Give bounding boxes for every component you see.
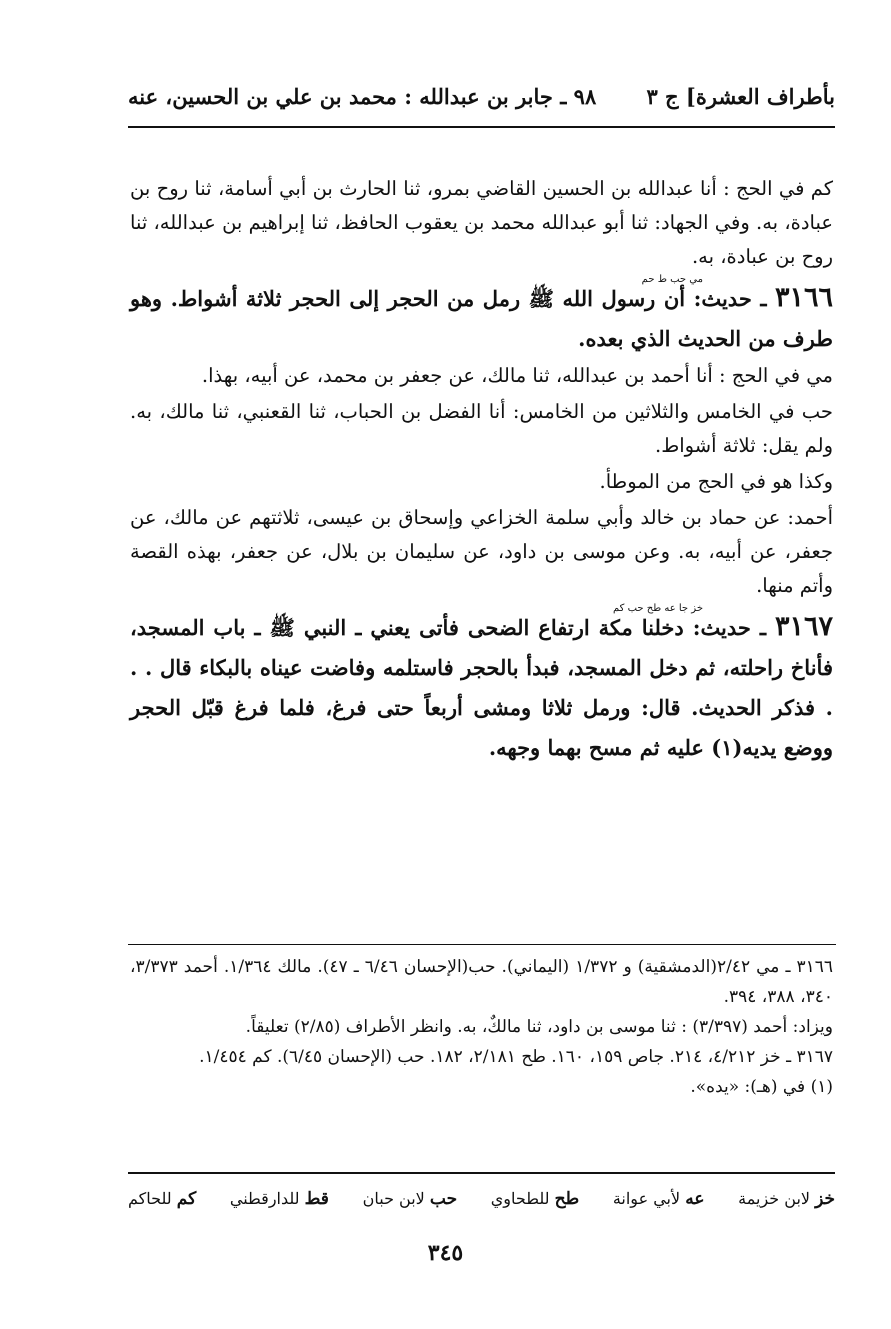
abbr-khz: خز لابن خزيمة <box>738 1189 835 1209</box>
hadith-3167-sigla: خز جا عه طح حب كم <box>613 603 703 614</box>
header-section: ٩٨ ـ جابر بن عبدالله : محمد بن علي بن الحسين، عنه <box>128 84 597 109</box>
paragraph-kam: كم في الحج : أنا عبدالله بن الحسين القاضي بمرو، ثنا الحارث بن أبي أسامة، ثنا روح بن عبادة، به. وفي الجهاد: ثنا أبو عبدالله محمد بن يعقوب الحافظ، ثنا إبراهيم بن عبدالله، ثنا روح بن عبادة، به. <box>130 177 833 268</box>
footnotes <box>130 952 833 1102</box>
header-book-title: بأطراف العشرة] ج ٣ <box>646 84 835 109</box>
main-text <box>130 172 833 768</box>
page-number: ٣٤٥ <box>427 1240 464 1266</box>
abbreviation-key <box>128 1187 835 1211</box>
paragraph-ahmad: أحمد: عن حماد بن خالد وأبي سلمة الخزاعي وإسحاق بن عيسى، ثلاثتهم عن مالك، عن جعفر، عن أبيه، به. وعن موسى بن داود، عن سليمان بن بلال، عن جعفر، بهذه القصة وأتم منها. <box>130 506 834 597</box>
footer-rule <box>128 1172 835 1174</box>
hadith-3166 <box>130 274 833 359</box>
notes-rule <box>128 944 836 945</box>
abbr-ah: عه لأبي عوانة <box>612 1189 705 1209</box>
abbr-qt: قط للدارقطني <box>229 1189 329 1209</box>
abbr-th: طح للطحاوي <box>490 1189 580 1209</box>
footnote-1: (١) في (هـ): «يده». <box>690 1077 833 1097</box>
abbr-hb: حب لابن حبان <box>362 1189 458 1209</box>
hadith-3166-number: ٣١٦٦ <box>775 282 834 313</box>
header-rule <box>128 126 835 128</box>
footnote-addition: ويزاد: أحمد (٣/٣٩٧) : ثنا موسى بن داود، ثنا مالكٌ، به. وانظر الأطراف (٢/٨٥) تعليقاً. <box>245 1017 833 1037</box>
hadith-3166-text: ـ حديث: أن رسول الله ﷺ رمل من الحجر إلى الحجر ثلاثة أشواط. وهو طرف من الحديث الذي بعده. <box>130 286 833 351</box>
footnote-3166: ٣١٦٦ ـ مي ٢/٤٢(الدمشقية) و ١/٣٧٢ (اليماني). حب(الإحسان ٦/٤٦ ـ ٤٧). مالك ١/٣٦٤. أحمد ٣/٣٧٣، ٣٤٠، ٣٨٨، ٣٩٤. <box>130 957 833 1007</box>
paragraph-mi: مي في الحج : أنا أحمد بن عبدالله، ثنا مالك، عن جعفر بن محمد، عن أبيه، بهذا. <box>201 364 833 387</box>
abbr-km: كم للحاكم <box>128 1189 197 1209</box>
footnote-3167: ٣١٦٧ ـ خز ٤/٢١٢، ٢١٤. جاص ١٥٩، ١٦٠. طح ٢/١٨١، ١٨٢. حب (الإحسان ٦/٤٥). كم ١/٤٥٤. <box>199 1047 833 1067</box>
hadith-3166-sigla: مي حب ط حم <box>641 274 703 285</box>
hadith-3167 <box>130 603 833 768</box>
hadith-3167-number: ٣١٦٧ <box>775 611 834 642</box>
paragraph-hb: حب في الخامس والثلاثين من الخامس: أنا الفضل بن الحباب، ثنا القعنبي، ثنا مالك، به. ولم يقل: ثلاثة أشواط. <box>130 400 833 457</box>
paragraph-muwatta: وكذا هو في الحج من الموطأ. <box>599 470 833 493</box>
hadith-3167-text: ـ حديث: دخلنا مكة ارتفاع الضحى فأتى يعني ـ النبي ﷺ ـ باب المسجد، فأناخ راحلته، ثم دخل المسجد، فبدأ بالحجر فاستلمه وفاضت عيناه بالبكاء قال . . . فذكر الحديث. قال: ورمل ثلاثا ومشى أربعاً حتى فرغ، فلما فرغ قبّل الحجر ووضع يديه(١) عليه ثم مسح بهما وجهه. <box>130 615 833 760</box>
